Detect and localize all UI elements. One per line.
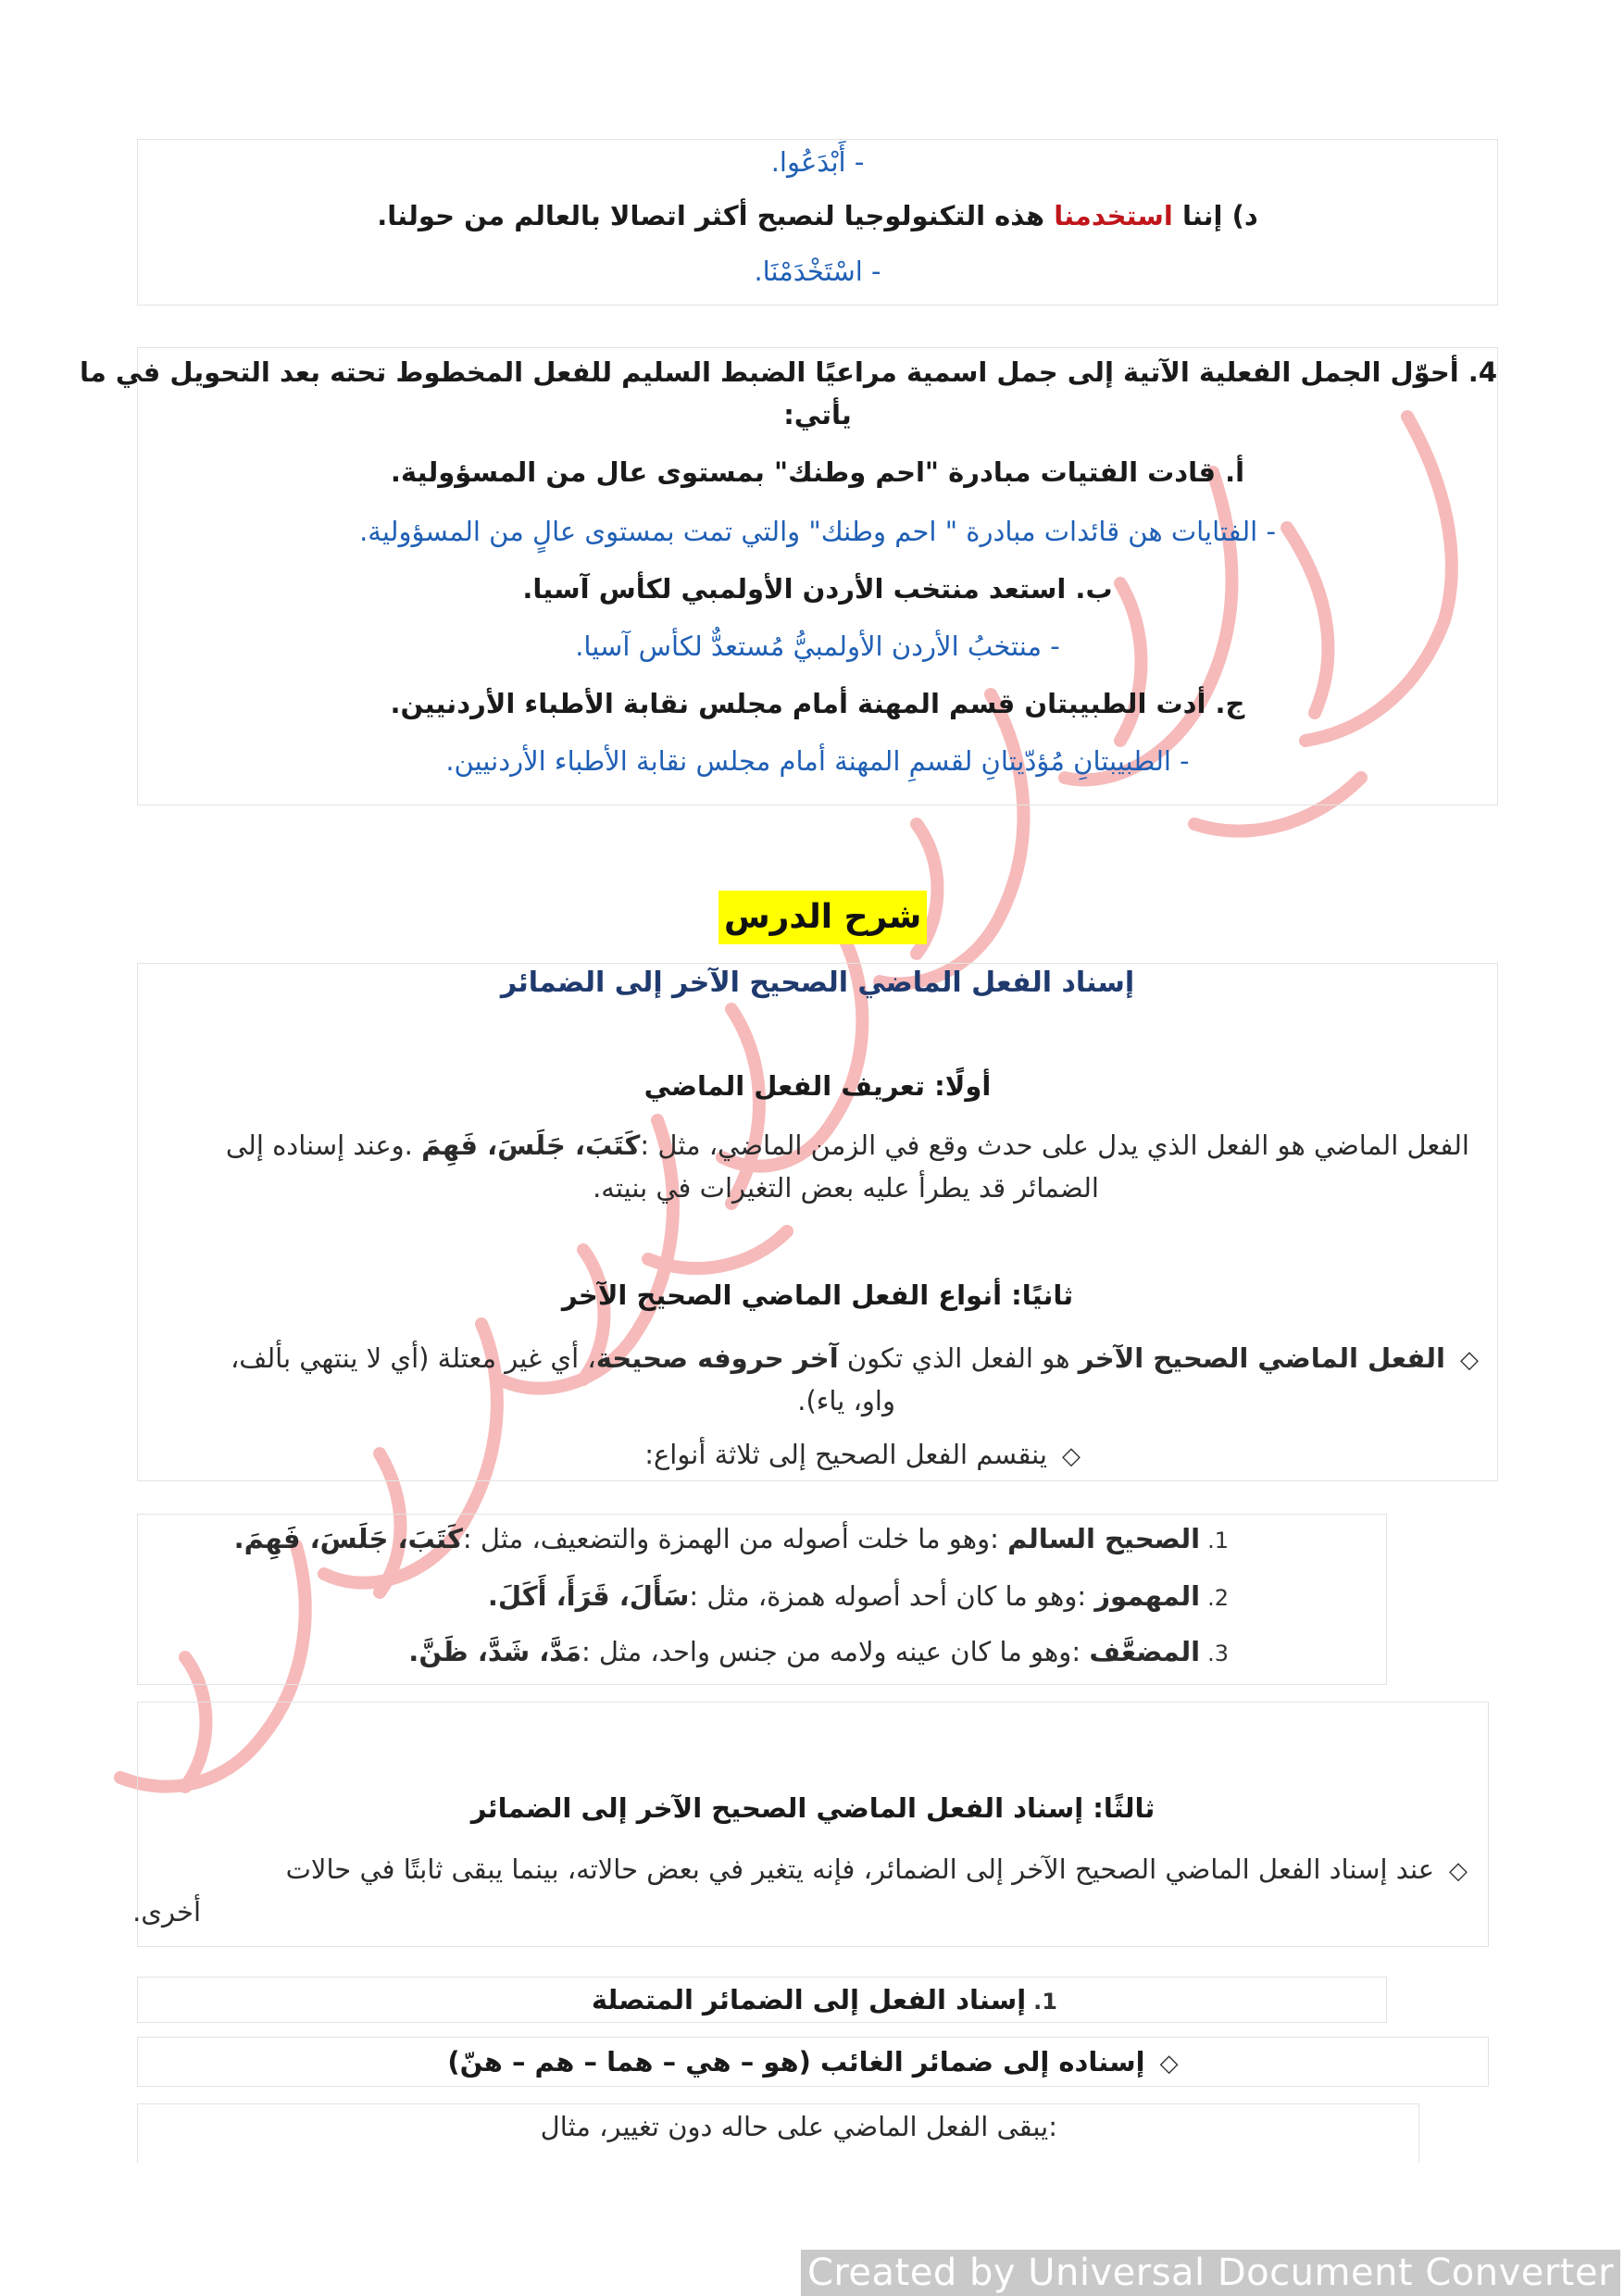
answer-a: - الفتايات هن قائدات مبادرة " احم وطنك" والتي تمت بمستوى عالٍ من المسؤولية. [359,516,1276,547]
type-name: المهموز [1094,1580,1201,1612]
diamond-bullet-icon: ◇ [1062,1442,1081,1470]
exercise-4-block [79,347,1498,805]
first-paragraph-line1 [226,1129,1469,1162]
second-b1-bold: الفعل الماضي الصحيح الآخر [1078,1342,1445,1374]
third-heading [138,1791,1488,1825]
third-heading-a: ثالثًا: [1083,1792,1156,1824]
item-b: ب. استعد منتخب الأردن الأولمبي لكأس آسيا. [522,573,1113,605]
type-number: 2. [1207,1585,1229,1611]
type-examples: مَدَّ، شَدَّ، ظَنَّ. [408,1636,581,1667]
sub-2-text: إسناده إلى ضمائر الغائب (هو – هي – هما – هم – هنّ) [447,2046,1145,2078]
type-examples: كَتَبَ، جَلَسَ، فَهِمَ. [233,1523,463,1554]
sub-section-3 [137,2103,1419,2163]
lesson-title: شرح الدرس [718,891,927,944]
type-number: 1. [1207,1528,1229,1554]
types-list-block [137,1514,1387,1685]
first-heading: أولًا: تعريف الفعل الماضي [643,1070,992,1102]
type-number: 3. [1207,1641,1229,1666]
first-paragraph-line2: الضمائر قد يطرأ عليه بعض التغيرات في بنيته. [593,1172,1099,1204]
second-b1-end: ، أي غير معتلة (أي لا ينتهي بألف، [230,1342,596,1374]
question-4-line2: يأتي: [783,399,852,430]
lesson-main-block [137,963,1498,1481]
item-a: أ. قادت الفتيات مبادرة "احم وطنك" بمستوى عال من المسؤولية. [390,456,1245,488]
sub-3-text: :يبقى الفعل الماضي على حاله دون تغيير، مثال [540,2111,1057,2142]
second-heading: ثانيًا: أنواع الفعل الماضي الصحيح الآخر [561,1279,1074,1311]
type-desc: :وهو ما كان أحد أصوله همزة، مثل : [689,1580,1095,1612]
type-item-1 [234,1522,1229,1555]
type-item-2 [488,1579,1229,1613]
second-bullet-2 [644,1438,1081,1472]
type-item-3 [408,1635,1229,1668]
type-desc: :وهو ما كان عينه ولامه من جنس واحد، مثل : [581,1636,1090,1667]
answer-b-2: - منتخبُ الأردن الأولمبيُّ مُستعدٌّ لكأس آسيا. [575,630,1060,662]
footer-badge: Created by Universal Document Converter [801,2250,1620,2296]
question-d [138,199,1497,232]
diamond-bullet-icon: ◇ [1460,1346,1479,1374]
diamond-bullet-icon: ◇ [1159,2050,1179,2078]
second-b2-text: ينقسم الفعل الصحيح إلى ثلاثة أنواع: [644,1439,1047,1470]
item-c: ج. أدت الطبيبتان قسم المهنة أمام مجلس نقابة الأطباء الأردنيين. [390,688,1245,719]
sub-1-text: إسناد الفعل إلى الضمائر المتصلة [591,1984,1027,2015]
question-d-prefix: د) إننا [1172,200,1258,231]
diamond-bullet-icon: ◇ [1449,1857,1468,1885]
answer-b: - أَبْدَعُوا. [770,146,865,178]
main-heading: إسناد الفعل الماضي الصحيح الآخر إلى الضمائر [500,967,1135,999]
sub-1-heading [592,1983,1057,2016]
first-p1-a: الفعل الماضي هو الفعل الذي يدل على حدث وقع في الزمن الماضي، مثل : [640,1129,1469,1161]
sub-section-1 [137,1977,1387,2023]
type-name: المضعَّف [1089,1636,1201,1667]
second-bullet-1 [231,1341,1479,1376]
first-p1-b: .وعند إسناده إلى [225,1129,422,1161]
sub-2-heading [138,2045,1488,2079]
third-paragraph-line2: أخرى. [132,1896,201,1928]
second-b1-mid: هو الفعل الذي تكون [838,1342,1079,1374]
sub-section-2 [137,2037,1489,2087]
first-p1-examples: كَتَبَ، جَلَسَ، فَهِمَ [421,1129,641,1161]
exercise-block-continued [137,139,1498,306]
answer-d: - اسْتَخْدَمْنَا. [754,256,881,287]
question-4-line1: 4. أحوّل الجمل الفعلية الآتية إلى جمل اسمية مراعيًا الضبط السليم للفعل المخطوط تحته بعد التحويل في ما [79,356,1497,388]
third-section-block [132,1702,1489,1947]
third-heading-b: إسناد الفعل الماضي الصحيح الآخر إلى الضمائر [470,1792,1084,1824]
type-name: الصحيح السالم [1007,1523,1201,1554]
second-b1-bold2: آخر حروفه صحيحة [595,1342,839,1374]
question-d-highlight: استخدمنا [1054,200,1173,231]
third-paragraph-line1 [286,1853,1468,1887]
type-examples: سَأَلَ، قَرَأَ، أَكَلَ. [487,1580,690,1612]
sub-1-number: 1. [1033,1989,1057,2015]
type-desc: :وهو ما خلت أصوله من الهمزة والتضعيف، مثل : [462,1523,1008,1554]
second-bullet-1-line2: واو، ياء). [797,1385,895,1416]
answer-c: - الطبيبتانِ مُؤدّيتانِ لقسمِ المهنة أمام مجلس نقابة الأطباء الأردنيين. [445,745,1190,777]
question-d-suffix: هذه التكنولوجيا لنصبح أكثر اتصالا بالعالم من حولنا. [377,200,1055,231]
third-p1-text: عند إسناد الفعل الماضي الصحيح الآخر إلى الضمائر، فإنه يتغير في بعض حالاته، بينما يبقى ثابتًا في حالات [285,1853,1434,1885]
